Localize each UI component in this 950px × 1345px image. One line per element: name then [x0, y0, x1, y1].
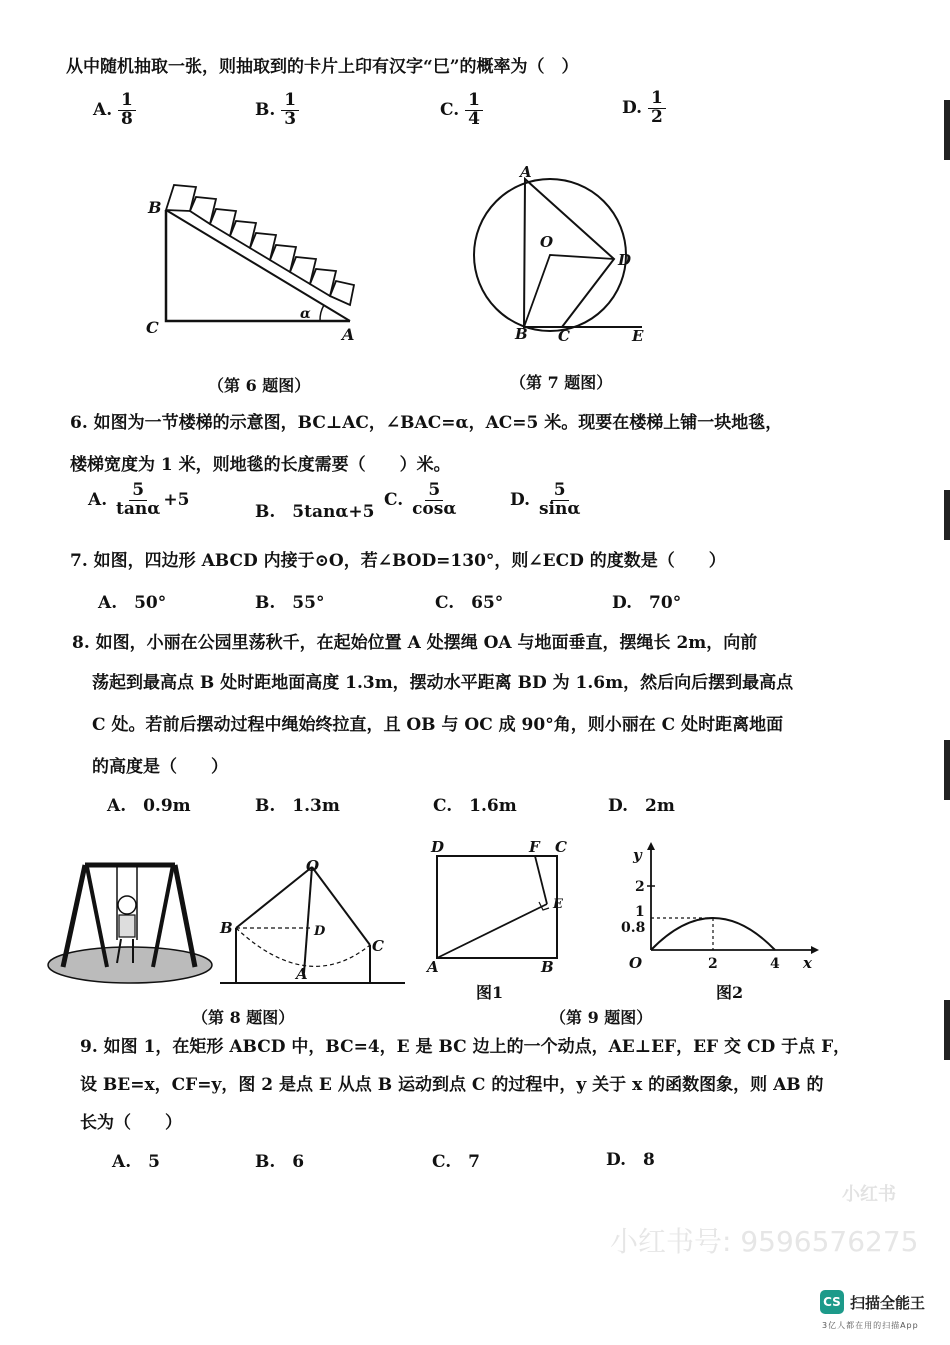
q7-option-c: C. 65°	[435, 593, 504, 613]
fig6-staircase	[140, 175, 380, 350]
q8-line4: 的高度是（ ）	[92, 757, 228, 777]
q7-stem: 7. 如图，四边形 ABCD 内接于⊙O，若∠BOD=130°，则∠ECD 的度数是（ ）	[70, 551, 726, 571]
label-C: C	[372, 937, 384, 955]
q8-option-d: D. 2m	[608, 796, 675, 816]
label-O: O	[306, 857, 320, 875]
page-edge-mark	[944, 740, 950, 800]
label-C: C	[558, 327, 570, 345]
label-B: B	[515, 325, 528, 343]
scanner-app-name: 扫描全能王	[850, 1294, 926, 1312]
label-A: A	[296, 965, 308, 983]
q8-line2: 荡起到最高点 B 处时距地面高度 1.3m，摆动水平距离 BD 为 1.6m，然后向后摆到最高点	[92, 673, 794, 693]
page-edge-mark	[944, 100, 950, 160]
fig9-function-graph	[615, 838, 825, 978]
watermark-logo-text: 小红书	[842, 1184, 896, 1205]
q9-option-c: C. 7	[432, 1152, 480, 1172]
q5-stem: 从中随机抽取一张，则抽取到的卡片上印有汉字“巳”的概率为（ ）	[66, 57, 579, 77]
q9-option-d: D. 8	[606, 1150, 655, 1170]
q7-option-b: B. 55°	[255, 593, 325, 613]
tick-y1: 1	[635, 904, 645, 920]
label-alpha: α	[300, 306, 311, 322]
label-C: C	[146, 318, 159, 337]
label-E: E	[632, 327, 644, 345]
q6-line2: 楼梯宽度为 1 米，则地毯的长度需要（ ）米。	[70, 455, 451, 475]
fig8-swing-illustration	[45, 855, 215, 985]
q8-option-c: C. 1.6m	[433, 796, 517, 816]
label-B: B	[148, 198, 162, 217]
fraction: $\frac{1}{8}$	[118, 92, 136, 129]
q6-option-d: D. $\frac{5}{\sin\alpha}$	[510, 480, 581, 519]
q5-option-c	[440, 92, 483, 129]
q6-line1: 6. 如图为一节楼梯的示意图，BC⊥AC，∠BAC=α，AC=5 米。现要在楼梯上铺一块地毯，	[70, 413, 783, 433]
option-label: C.	[440, 99, 460, 120]
label-origin: O	[629, 954, 643, 972]
q6-option-b: B. 5tanα+5	[255, 502, 375, 522]
q5-option-b	[255, 92, 299, 129]
tick-y2: 2	[635, 879, 645, 895]
fraction: $\frac{1}{3}$	[281, 92, 299, 129]
q5-option-a	[93, 92, 136, 129]
option-label: D.	[622, 97, 643, 118]
option-label: A.	[93, 99, 113, 120]
scanner-app-tagline: 3亿人都在用的扫描App	[822, 1321, 919, 1330]
label-D: D	[618, 251, 632, 269]
fig9-caption: （第 9 题图）	[550, 1008, 653, 1027]
q8-line1: 8. 如图，小丽在公园里荡秋千，在起始位置 A 处摆绳 OA 与地面垂直，摆绳长 2m，向前	[72, 633, 758, 653]
label-E: E	[553, 897, 563, 912]
q5-option-d	[622, 90, 666, 127]
watermark-id: 小红书号: 9596576275	[610, 1225, 919, 1258]
q6-option-c: C. $\frac{5}{\cos\alpha}$	[384, 480, 457, 519]
fig8-caption: （第 8 题图）	[192, 1008, 295, 1027]
page-edge-mark	[944, 1000, 950, 1060]
fig7-caption: （第 7 题图）	[510, 373, 613, 392]
label-A: A	[342, 325, 355, 344]
label-x: x	[803, 954, 812, 972]
q9-line1: 9. 如图 1，在矩形 ABCD 中，BC=4，E 是 BC 边上的一个动点，AE⊥EF，EF 交 CD 于点 F，	[80, 1037, 851, 1057]
q7-option-a: A. 50°	[98, 593, 167, 613]
option-label: B.	[255, 99, 276, 120]
fig9-fig2-caption: 图2	[716, 983, 744, 1002]
q9-option-a: A. 5	[112, 1152, 160, 1172]
label-C: C	[555, 838, 567, 856]
q9-option-b: B. 6	[255, 1152, 305, 1172]
label-B: B	[541, 958, 554, 976]
tick-x2: 2	[708, 956, 718, 972]
q8-line3: C 处。若前后摆动过程中绳始终拉直，且 OB 与 OC 成 90°角，则小丽在 C 处时距离地面	[92, 715, 784, 735]
label-D: D	[431, 838, 445, 856]
label-A: A	[427, 958, 439, 976]
label-A: A	[520, 163, 532, 181]
q8-option-b: B. 1.3m	[255, 796, 340, 816]
fig8-pendulum	[220, 855, 410, 990]
q8-option-a: A. 0.9m	[107, 796, 191, 816]
label-B: B	[220, 919, 233, 937]
fig7-circle	[470, 165, 670, 345]
q7-option-d: D. 70°	[612, 593, 682, 613]
fraction: $\frac{1}{4}$	[465, 92, 483, 129]
fraction: $\frac{1}{2}$	[648, 90, 666, 127]
label-y: y	[633, 846, 642, 864]
fig6-caption: （第 6 题图）	[208, 376, 311, 395]
fig9-rectangle	[425, 838, 575, 978]
tick-y08: 0.8	[621, 920, 646, 936]
label-D: D	[314, 924, 326, 939]
label-O: O	[540, 233, 554, 251]
q9-line2: 设 BE=x，CF=y，图 2 是点 E 从点 B 运动到点 C 的过程中，y 关于 x 的函数图象，则 AB 的	[80, 1075, 824, 1095]
q6-option-a: A. $\frac{5}{\tan\alpha}$ +5	[88, 480, 190, 519]
tick-x4: 4	[770, 956, 780, 972]
scanner-app-icon: CS	[820, 1290, 844, 1314]
fig9-fig1-caption: 图1	[476, 983, 504, 1002]
q9-line3: 长为（ ）	[80, 1113, 182, 1133]
label-F: F	[529, 838, 540, 856]
page-edge-mark	[944, 490, 950, 540]
